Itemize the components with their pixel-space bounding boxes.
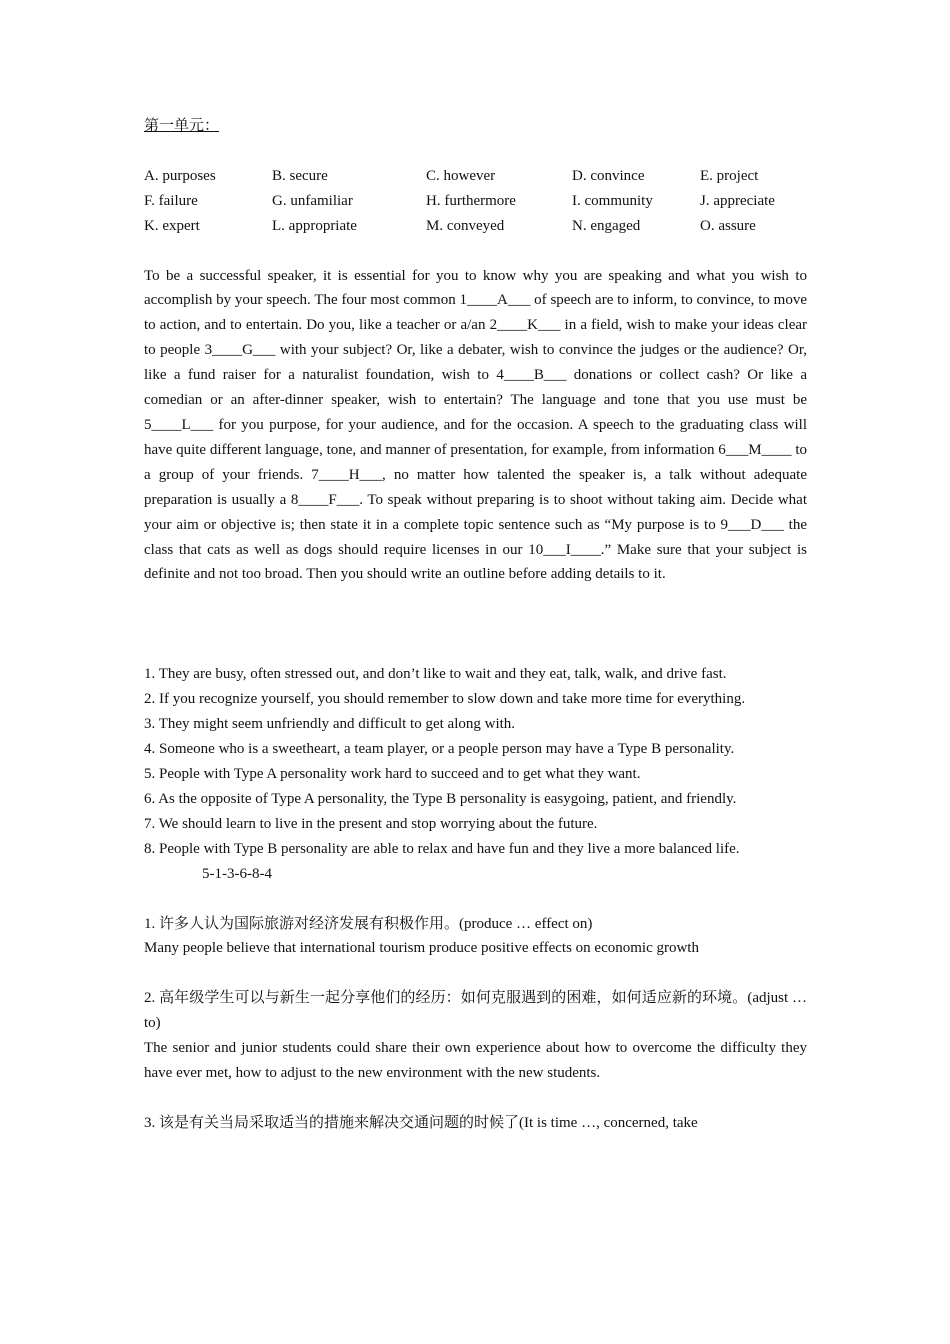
sentence-item: 3. They might seem unfriendly and difficult to get along with. <box>144 716 516 733</box>
sentence-list <box>144 662 807 861</box>
sentence-item: 6. As the opposite of Type A personality, the Type B personality is easygoing, patient, and friendly. <box>144 790 737 807</box>
translation-prompt: 1. 许多人认为国际旅游对经济发展有积极作用。(produce … effect on) <box>144 915 593 932</box>
document-content <box>144 114 807 1161</box>
sentence-item: 5. People with Type A personality work hard to succeed and to get what they want. <box>144 765 641 782</box>
translation-item <box>144 912 807 962</box>
word-option: J. appreciate <box>700 192 775 209</box>
word-option: M. conveyed <box>426 217 505 234</box>
translation-answer: The senior and junior students could share their own experience about how to overcome the difficulty they have ever met, how to adjust to the new environment with the new students. <box>144 1040 807 1082</box>
word-option: B. secure <box>272 167 328 184</box>
word-bank <box>144 164 807 239</box>
word-option: E. project <box>700 167 759 184</box>
sentence-item: 2. If you recognize yourself, you should remember to slow down and take more time for everything. <box>144 691 746 708</box>
translation-prompt: 2. 高年级学生可以与新生一起分享他们的经历：如何克服遇到的困难，如何适应新的环境。(adjust …to) <box>144 990 807 1032</box>
translation-item <box>144 986 807 1086</box>
word-option: O. assure <box>700 217 756 234</box>
sentence-item: 4. Someone who is a sweetheart, a team player, or a people person may have a Type B personality. <box>144 741 735 758</box>
word-option: A. purposes <box>144 167 216 184</box>
word-option: L. appropriate <box>272 217 357 234</box>
word-bank-row <box>144 164 807 189</box>
word-bank-row <box>144 189 807 214</box>
word-option: C. however <box>426 167 496 184</box>
translation-prompt: 3. 该是有关当局采取适当的措施来解决交通问题的时候了(It is time …, concerned, take <box>144 1114 698 1131</box>
word-option: I. community <box>572 192 653 209</box>
unit-title: 第一单元： <box>144 118 220 134</box>
translation-answer: Many people believe that international tourism produce positive effects on economic growth <box>144 940 699 957</box>
word-option: G. unfamiliar <box>272 192 353 209</box>
translation-item <box>144 1111 807 1136</box>
word-option: N. engaged <box>572 217 641 234</box>
sentence-item: 8. People with Type B personality are able to relax and have fun and they live a more balanced life. <box>144 840 740 857</box>
word-option: F. failure <box>144 192 198 209</box>
sentence-item: 7. We should learn to live in the present and stop worrying about the future. <box>144 815 598 832</box>
answer-order: 5-1-3-6-8-4 <box>202 865 272 882</box>
cloze-passage: To be a successful speaker, it is essential for you to know why you are speaking and what you wish to accomplish by your speech. The four most common 1____A___ of speech are to inform, to convince, to move to action, and to entertain. Do you, like a teacher or a/an 2____K___ in a field, wish to make your ideas clear to people 3____G___ with your subject? Or, like a debater, wish to convince the judges or the audience? Or, like a fund raiser for a naturalist foundation, wish to 4____B___ donations or collect cash? Or like a comedian or an after-dinner speaker, wish to entertain? The language and tone that you use must be 5____L___ for you purpose, for your audience, and for the occasion. A speech to the graduating class will have quite different language, tone, and manner of presentation, for example, from information 6___M____ to a group of your friends. 7____H___, no matter how talented the speaker is, a talk without adequate preparation is usually a 8____F___. To speak without preparing is to shoot without taking aim. Decide what your aim or objective is; then state it in a complete topic sentence such as “My purpose is to 9___D___ the class that cats as well as dogs should require licenses in our 10___I____.” Make sure that your subject is definite and not too broad. Then you should write an outline before adding details to it. <box>144 267 807 583</box>
sentence-item: 1. They are busy, often stressed out, and don’t like to wait and they eat, talk, walk, and drive fast. <box>144 666 727 683</box>
word-option: D. convince <box>572 167 645 184</box>
word-option: H. furthermore <box>426 192 516 209</box>
word-bank-row <box>144 214 807 239</box>
word-option: K. expert <box>144 217 200 234</box>
